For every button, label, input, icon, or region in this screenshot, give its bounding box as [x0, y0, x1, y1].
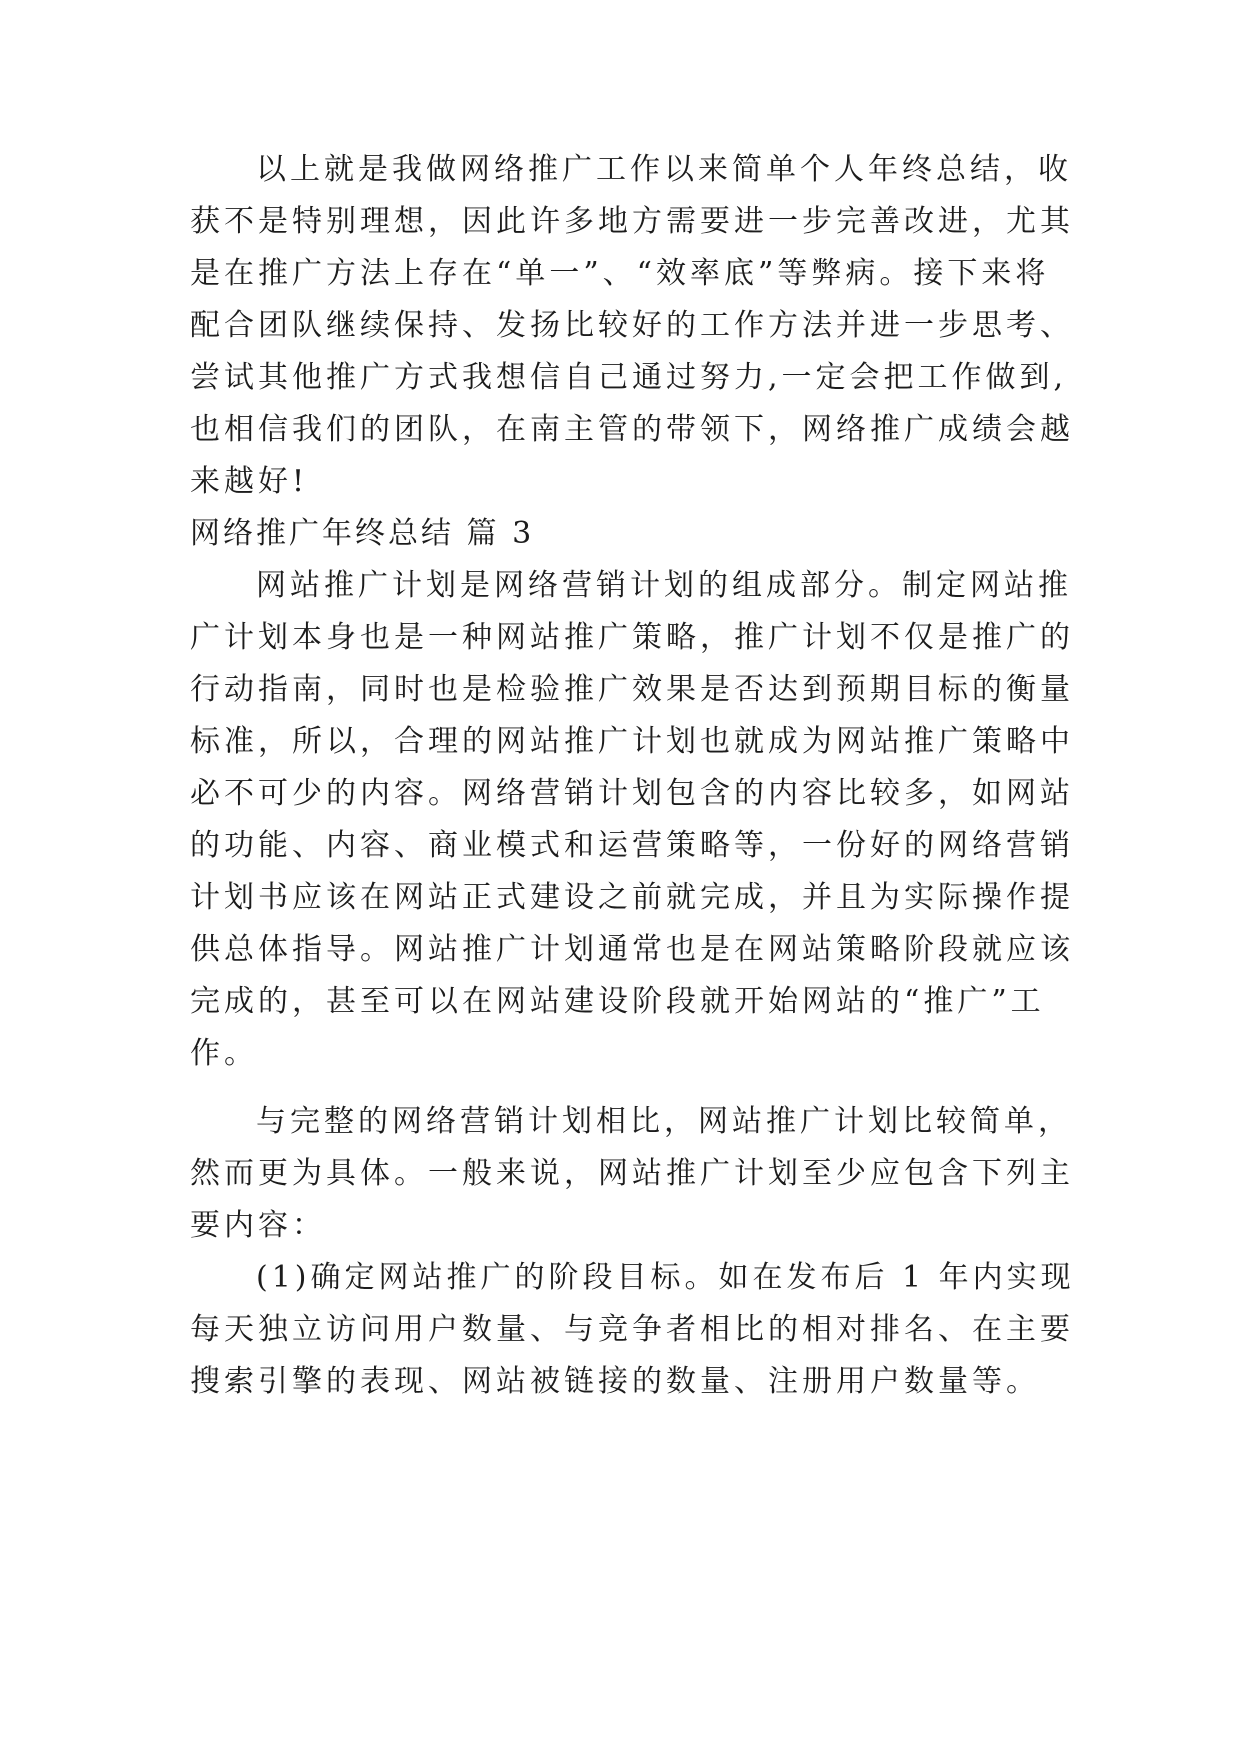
text-line: 也相信我们的团队，在南主管的带领下，网络推广成绩会越 — [190, 412, 1074, 447]
text-line: 与完整的网络营销计划相比，网站推广计划比较简单， — [256, 1104, 1072, 1139]
section-heading: 网络推广年终总结 篇 3 — [190, 516, 535, 551]
text-line: 搜索引擎的表现、网站被链接的数量、注册用户数量等。 — [190, 1364, 1040, 1399]
text-line: (1)确定网站推广的阶段目标。如在发布后 1 年内实现 — [256, 1260, 1075, 1295]
text-line: 计划书应该在网站正式建设之前就完成，并且为实际操作提 — [190, 880, 1074, 915]
text-line: 配合团队继续保持、发扬比较好的工作方法并进一步思考、 — [190, 308, 1074, 343]
document-page — [190, 0, 1075, 1754]
text-line: 每天独立访问用户数量、与竞争者相比的相对排名、在主要 — [190, 1312, 1074, 1347]
text-line: 要内容： — [190, 1208, 326, 1243]
text-line: 供总体指导。网站推广计划通常也是在网站策略阶段就应该 — [190, 932, 1074, 967]
text-line: 是在推广方法上存在“单一”、“效率底”等弊病。接下来将 — [190, 256, 1050, 291]
text-line: 完成的，甚至可以在网站建设阶段就开始网站的“推广”工 — [190, 984, 1045, 1019]
text-line: 来越好! — [190, 464, 309, 499]
text-line: 标准，所以，合理的网站推广计划也就成为网站推广策略中 — [190, 724, 1074, 759]
text-line: 的功能、内容、商业模式和运营策略等，一份好的网络营销 — [190, 828, 1074, 863]
text-line: 行动指南，同时也是检验推广效果是否达到预期目标的衡量 — [190, 672, 1074, 707]
text-line: 获不是特别理想，因此许多地方需要进一步完善改进，尤其 — [190, 204, 1074, 239]
text-line: 尝试其他推广方式我想信自己通过努力,一定会把工作做到, — [190, 360, 1068, 395]
text-line: 然而更为具体。一般来说，网站推广计划至少应包含下列主 — [190, 1156, 1074, 1191]
text-line: 作。 — [190, 1036, 258, 1071]
text-line: 网站推广计划是网络营销计划的组成部分。制定网站推 — [256, 568, 1072, 603]
text-line: 广计划本身也是一种网站推广策略，推广计划不仅是推广的 — [190, 620, 1074, 655]
text-line: 以上就是我做网络推广工作以来简单个人年终总结，收 — [256, 152, 1072, 187]
text-line: 必不可少的内容。网络营销计划包含的内容比较多，如网站 — [190, 776, 1074, 811]
